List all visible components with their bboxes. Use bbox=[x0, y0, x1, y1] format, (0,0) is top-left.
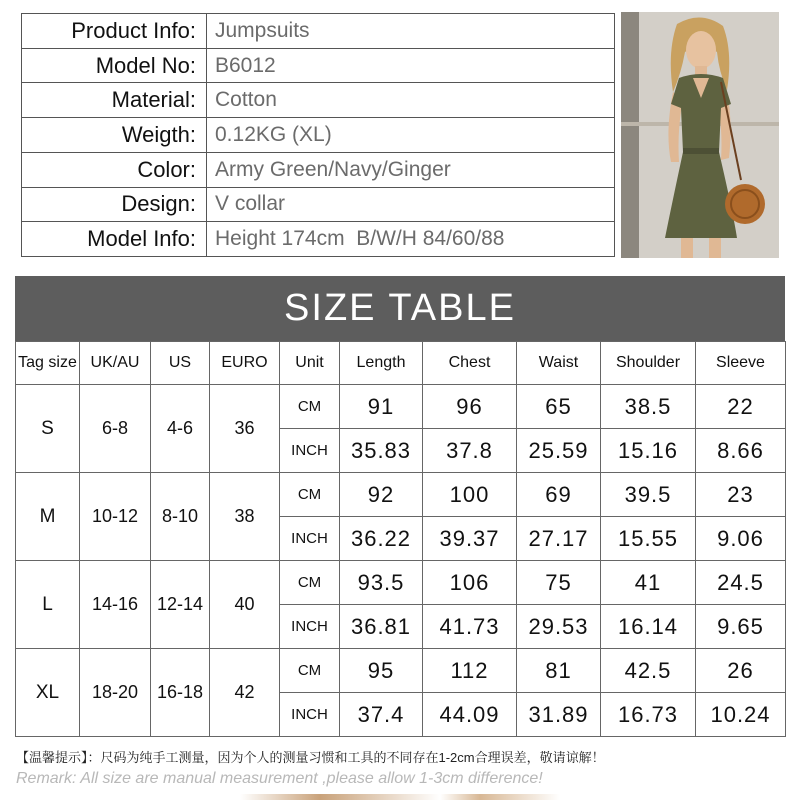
length-cell: 37.4 bbox=[340, 693, 423, 737]
info-label: Design: bbox=[22, 188, 207, 222]
chest-cell: 106 bbox=[423, 561, 517, 605]
info-label: Material: bbox=[22, 83, 207, 117]
column-header: Shoulder bbox=[601, 342, 696, 385]
euro-size-cell: 38 bbox=[210, 473, 280, 561]
english-remark: Remark: All size are manual measurement ,please allow 1-3cm difference! bbox=[16, 770, 543, 787]
length-cell: 35.83 bbox=[340, 429, 423, 473]
us-size-cell: 16-18 bbox=[151, 649, 210, 737]
chinese-remark: 【温馨提示】：尺码为纯手工测量，因为个人的测量习惯和工具的不同存在1-2cm合理误差，敬请谅解！ bbox=[16, 750, 605, 765]
waist-cell: 75 bbox=[517, 561, 601, 605]
table-row bbox=[16, 561, 786, 605]
sleeve-cell: 9.65 bbox=[696, 605, 786, 649]
tag-size-cell: XL bbox=[16, 649, 80, 737]
tag-size-cell: M bbox=[16, 473, 80, 561]
unit-cell: INCH bbox=[280, 693, 340, 737]
euro-size-cell: 42 bbox=[210, 649, 280, 737]
shoulder-cell: 39.5 bbox=[601, 473, 696, 517]
shoulder-cell: 16.14 bbox=[601, 605, 696, 649]
model-photo bbox=[621, 12, 779, 258]
info-label: Model No: bbox=[22, 49, 207, 83]
column-header: Length bbox=[340, 342, 423, 385]
unit-cell: INCH bbox=[280, 605, 340, 649]
unit-cell: CM bbox=[280, 561, 340, 605]
info-label: Weigth: bbox=[22, 118, 207, 152]
column-header: UK/AU bbox=[80, 342, 151, 385]
product-info-table bbox=[21, 13, 615, 257]
model-illustration bbox=[621, 12, 779, 258]
uk-size-cell: 10-12 bbox=[80, 473, 151, 561]
chest-cell: 112 bbox=[423, 649, 517, 693]
waist-cell: 31.89 bbox=[517, 693, 601, 737]
info-value: Height 174cm B/W/H 84/60/88 bbox=[215, 227, 505, 251]
info-value: 0.12KG (XL) bbox=[215, 123, 332, 147]
waist-cell: 27.17 bbox=[517, 517, 601, 561]
unit-cell: CM bbox=[280, 649, 340, 693]
size-table-header-row bbox=[16, 342, 786, 385]
chest-cell: 39.37 bbox=[423, 517, 517, 561]
tag-size-cell: L bbox=[16, 561, 80, 649]
info-value: Army Green/Navy/Ginger bbox=[215, 157, 451, 181]
uk-size-cell: 18-20 bbox=[80, 649, 151, 737]
uk-size-cell: 14-16 bbox=[80, 561, 151, 649]
info-value: V collar bbox=[215, 192, 286, 216]
info-label: Product Info: bbox=[22, 14, 207, 48]
info-row-design bbox=[22, 187, 614, 222]
length-cell: 36.81 bbox=[340, 605, 423, 649]
sleeve-cell: 24.5 bbox=[696, 561, 786, 605]
info-row-color bbox=[22, 152, 614, 187]
tag-size-cell: S bbox=[16, 385, 80, 473]
shoulder-cell: 15.55 bbox=[601, 517, 696, 561]
us-size-cell: 4-6 bbox=[151, 385, 210, 473]
column-header: Tag size bbox=[16, 342, 80, 385]
length-cell: 92 bbox=[340, 473, 423, 517]
info-value: Cotton bbox=[215, 88, 277, 112]
unit-cell: INCH bbox=[280, 517, 340, 561]
sleeve-cell: 8.66 bbox=[696, 429, 786, 473]
length-cell: 95 bbox=[340, 649, 423, 693]
euro-size-cell: 36 bbox=[210, 385, 280, 473]
sleeve-cell: 22 bbox=[696, 385, 786, 429]
sleeve-cell: 23 bbox=[696, 473, 786, 517]
waist-cell: 29.53 bbox=[517, 605, 601, 649]
chest-cell: 96 bbox=[423, 385, 517, 429]
sleeve-cell: 10.24 bbox=[696, 693, 786, 737]
table-row bbox=[16, 649, 786, 693]
size-table-title: SIZE TABLE bbox=[15, 276, 785, 341]
info-row-material bbox=[22, 82, 614, 117]
us-size-cell: 8-10 bbox=[151, 473, 210, 561]
sleeve-cell: 26 bbox=[696, 649, 786, 693]
unit-cell: CM bbox=[280, 473, 340, 517]
column-header: EURO bbox=[210, 342, 280, 385]
column-header: US bbox=[151, 342, 210, 385]
table-row bbox=[16, 473, 786, 517]
column-header: Chest bbox=[423, 342, 517, 385]
chest-cell: 37.8 bbox=[423, 429, 517, 473]
chest-cell: 44.09 bbox=[423, 693, 517, 737]
uk-size-cell: 6-8 bbox=[80, 385, 151, 473]
info-row-weight bbox=[22, 117, 614, 152]
length-cell: 36.22 bbox=[340, 517, 423, 561]
us-size-cell: 12-14 bbox=[151, 561, 210, 649]
shoulder-cell: 16.73 bbox=[601, 693, 696, 737]
shoulder-cell: 38.5 bbox=[601, 385, 696, 429]
table-row bbox=[16, 385, 786, 429]
shoulder-cell: 41 bbox=[601, 561, 696, 605]
shoulder-cell: 42.5 bbox=[601, 649, 696, 693]
column-header: Unit bbox=[280, 342, 340, 385]
chest-cell: 41.73 bbox=[423, 605, 517, 649]
waist-cell: 65 bbox=[517, 385, 601, 429]
size-table bbox=[15, 341, 786, 737]
column-header: Waist bbox=[517, 342, 601, 385]
unit-cell: INCH bbox=[280, 429, 340, 473]
info-label: Color: bbox=[22, 153, 207, 187]
length-cell: 93.5 bbox=[340, 561, 423, 605]
unit-cell: CM bbox=[280, 385, 340, 429]
info-label: Model Info: bbox=[22, 222, 207, 256]
info-row-model-info bbox=[22, 221, 614, 256]
info-value: Jumpsuits bbox=[215, 18, 310, 42]
length-cell: 91 bbox=[340, 385, 423, 429]
shoulder-cell: 15.16 bbox=[601, 429, 696, 473]
euro-size-cell: 40 bbox=[210, 561, 280, 649]
waist-cell: 81 bbox=[517, 649, 601, 693]
waist-cell: 25.59 bbox=[517, 429, 601, 473]
bottom-photo-strip bbox=[0, 794, 800, 800]
waist-cell: 69 bbox=[517, 473, 601, 517]
sleeve-cell: 9.06 bbox=[696, 517, 786, 561]
info-row-product bbox=[22, 14, 614, 48]
info-row-model-no bbox=[22, 48, 614, 83]
chest-cell: 100 bbox=[423, 473, 517, 517]
info-value: B6012 bbox=[215, 53, 276, 77]
column-header: Sleeve bbox=[696, 342, 786, 385]
